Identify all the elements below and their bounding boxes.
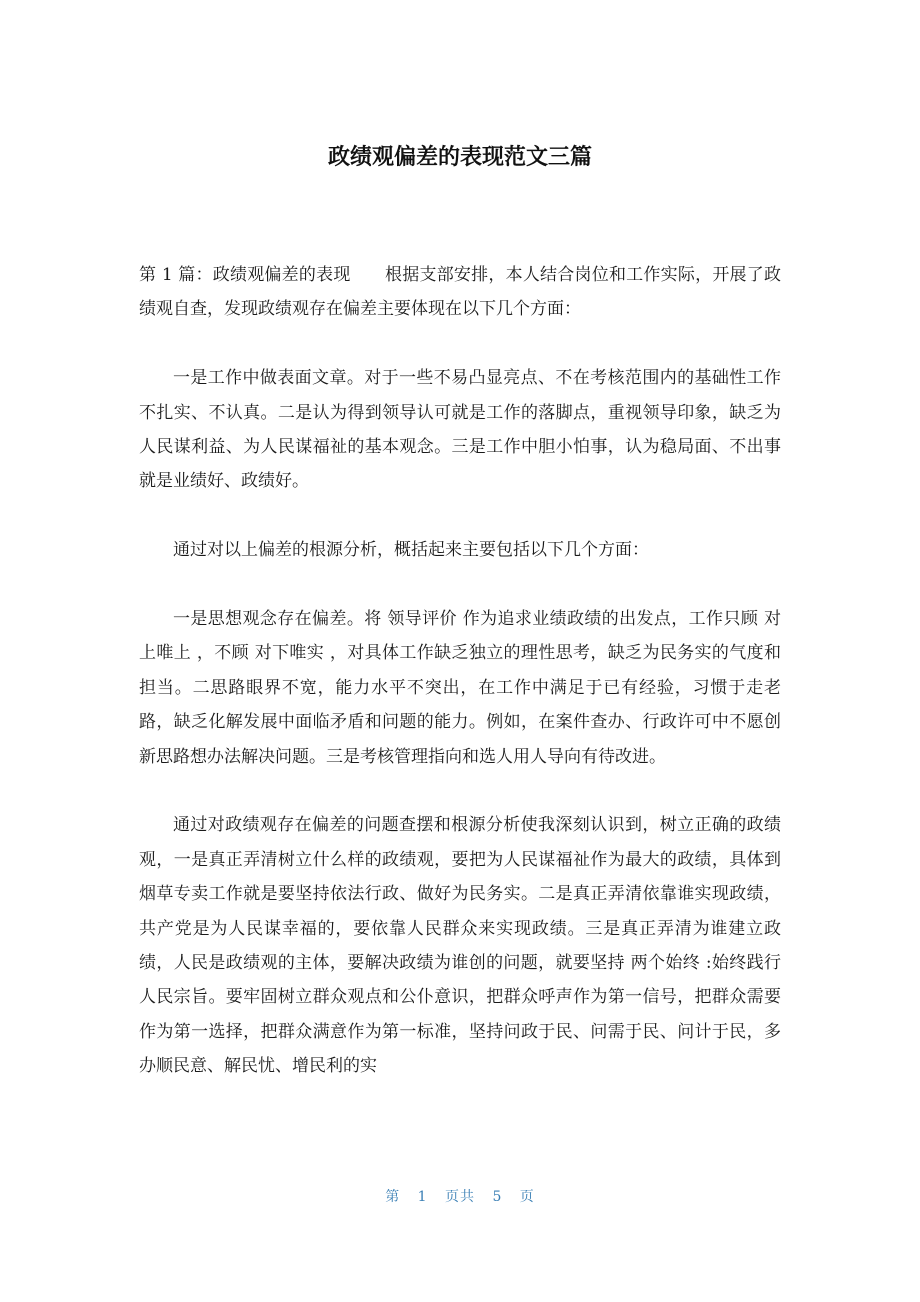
paragraph-1: 第 1 篇：政绩观偏差的表现 根据支部安排，本人结合岗位和工作实际，开展了政绩观自查，发现政绩观存在偏差主要体现在以下几个方面：: [139, 265, 781, 320]
document-title: 政绩观偏差的表现范文三篇: [327, 145, 592, 170]
page-footer: [0, 1186, 920, 1208]
page-number-label: 第 1 页共 5 页: [385, 1189, 535, 1205]
paragraph-5: 通过对政绩观存在偏差的问题查摆和根源分析使我深刻认识到，树立正确的政绩观，一是真正弄清树立什么样的政绩观，要把为人民谋福祉作为最大的政绩，具体到烟草专卖工作就是要坚持依法行政、做好为民务实。二是真正弄清依靠谁实现政绩，共产党是为人民谋幸福的，要依靠人民群众来实现政绩。三是真正弄清为谁建立政绩，人民是政绩观的主体，要解决政绩为谁创的问题，就要坚持 两个始终 :始终践行人民宗旨。要牢固树立群众观点和公仆意识，把群众呼声作为第一信号，把群众需要作为第一选择，把群众满意作为第一标准，坚持问政于民、问需于民、问计于民，多办顺民意、解民忧、增民利的实: [139, 815, 781, 1077]
paragraph-gap: [139, 774, 781, 808]
paragraph-2: 一是工作中做表面文章。对于一些不易凸显亮点、不在考核范围内的基础性工作不扎实、不认真。二是认为得到领导认可就是工作的落脚点，重视领导印象，缺乏为人民谋利益、为人民谋福祉的基本观念。三是工作中胆小怕事，认为稳局面、不出事就是业绩好、政绩好。: [139, 368, 781, 492]
paragraph-3: 通过对以上偏差的根源分析，概括起来主要包括以下几个方面：: [173, 540, 649, 561]
paragraph-gap: [139, 568, 781, 602]
document-body: [139, 258, 781, 1084]
paragraph-gap: [139, 327, 781, 361]
paragraph-gap: [139, 499, 781, 533]
paragraph-4: 一是思想观念存在偏差。将 领导评价 作为追求业绩政绩的出发点，工作只顾 对上唯上 ，不顾 对下唯实 ，对具体工作缺乏独立的理性思考，缺乏为民务实的气度和担当。二思路眼界不宽，能力水平不突出，在工作中满足于已有经验，习惯于走老路，缺乏化解发展中面临矛盾和问题的能力。例如，在案件查办、行政许可中不愿创新思路想办法解决问题。三是考核管理指向和选人用人导向有待改进。: [139, 609, 781, 767]
